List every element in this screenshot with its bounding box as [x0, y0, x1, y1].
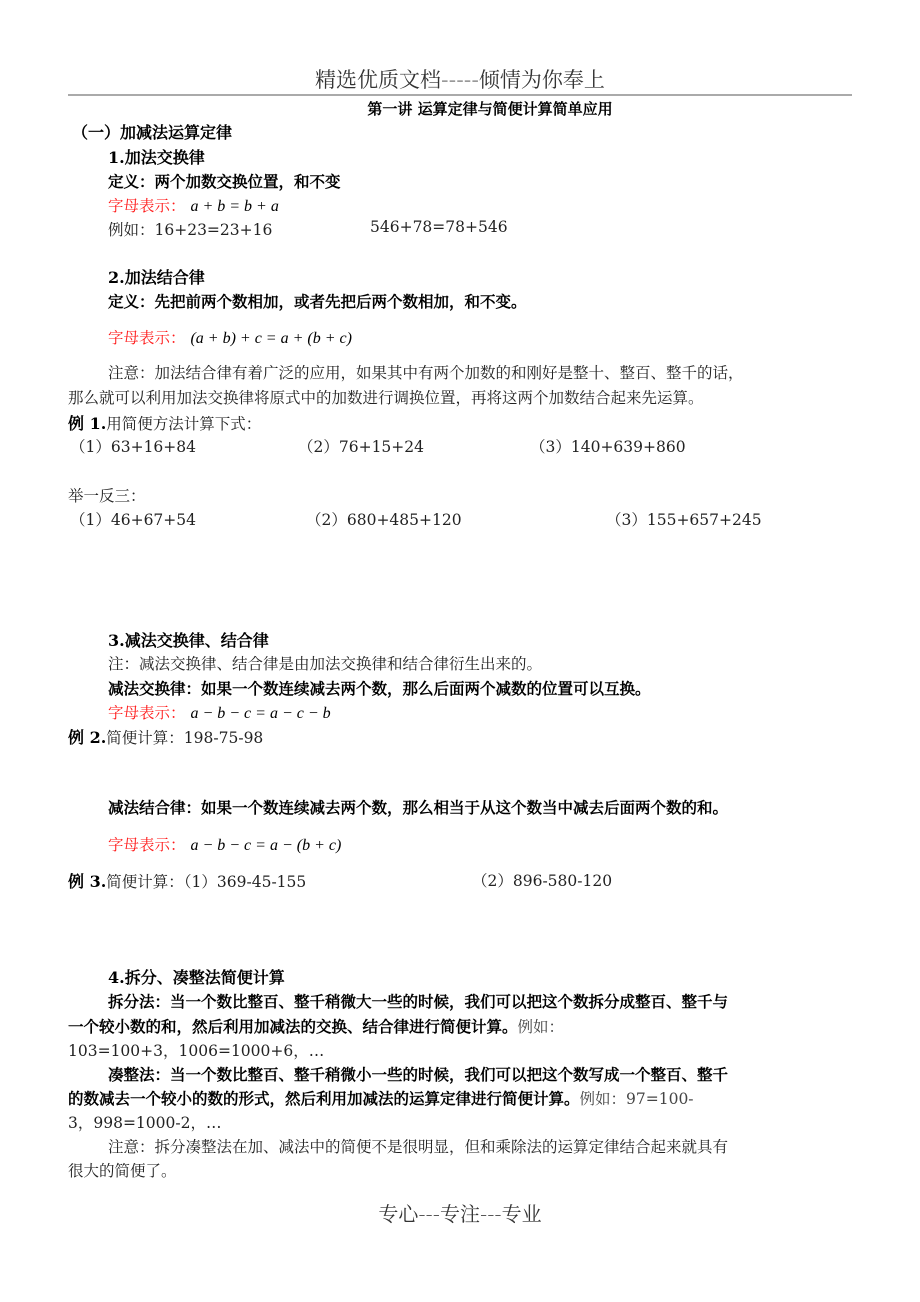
- law3-note: 注：减法交换律、结合律是由加法交换律和结合律衍生出来的。: [108, 655, 543, 673]
- example1-problem-1: （1）63+16+84: [70, 438, 197, 456]
- round-method-example-label: 例如：97=100-: [579, 1090, 694, 1108]
- round-method-text: 的数减去一个较小的数的形式，然后利用加减法的运算定律进行简便计算。: [68, 1089, 580, 1108]
- law1-definition: 定义：两个加数交换位置，和不变: [108, 172, 341, 191]
- split-method-line2: [68, 1015, 564, 1037]
- law2-heading: 2.加法结合律: [108, 268, 205, 287]
- header-divider: [68, 94, 852, 96]
- split-method-text: 一个较小数的和，然后利用加减法的交换、结合律进行简便计算。: [68, 1017, 518, 1036]
- round-method-line2: [68, 1087, 694, 1109]
- example-text: 简便计算：198-75-98: [106, 729, 264, 747]
- law2-note-line1: 注意：加法结合律有着广泛的应用，如果其中有两个加数的和刚好是整十、整百、整千的话，: [108, 364, 744, 382]
- law1-example-2: 546+78=78+546: [370, 218, 508, 236]
- formula-label: 字母表示：: [108, 836, 186, 854]
- practice-problem-1: （1）46+67+54: [70, 511, 197, 529]
- example-label: 例 1.: [68, 414, 107, 433]
- page-footer: 专心---专注---专业: [378, 1202, 542, 1226]
- practice-problem-2: （2）680+485+120: [306, 511, 462, 529]
- round-method-line1: 凑整法：当一个数比整百、整千稍微小一些的时候，我们可以把这个数写成一个整百、整千: [108, 1065, 729, 1084]
- law1-formula-row: [108, 194, 279, 216]
- formula: a + b = b + a: [190, 198, 279, 215]
- section-heading: （一）加减法运算定律: [72, 123, 233, 142]
- example1-problem-2: （2）76+15+24: [298, 438, 425, 456]
- subtraction-associative-definition: 减法结合律：如果一个数连续减去两个数，那么相当于从这个数当中减去后面两个数的和。: [108, 798, 729, 817]
- example-label: 例 3.: [68, 872, 107, 891]
- subtraction-commutative-definition: 减法交换律：如果一个数连续减去两个数，那么后面两个减数的位置可以互换。: [108, 679, 651, 698]
- document-title: 第一讲 运算定律与简便计算简单应用: [367, 100, 613, 118]
- example2: [68, 725, 263, 748]
- split-method-line1: 拆分法：当一个数比整百、整千稍微大一些的时候，我们可以把这个数拆分成整百、整千与: [108, 992, 729, 1011]
- example-label: 例 2.: [68, 728, 107, 747]
- formula: (a + b) + c = a + (b + c): [190, 330, 352, 347]
- law3-comm-formula-row: [108, 701, 331, 723]
- example-text: 用简便方法计算下式：: [106, 415, 262, 433]
- formula: a − b − c = a − (b + c): [190, 837, 342, 854]
- law2-definition: 定义：先把前两个数相加，或者先把后两个数相加，和不变。: [108, 292, 527, 311]
- law2-note-line2: 那么就可以利用加法交换律将原式中的加数进行调换位置，再将这两个加数结合起来先运算。: [68, 389, 704, 407]
- law4-heading: 4.拆分、凑整法简便计算: [108, 968, 285, 987]
- law1-heading: 1.加法交换律: [108, 148, 205, 167]
- round-method-example: 3，998=1000-2，…: [68, 1114, 222, 1132]
- example1-problem-3: （3）140+639+860: [530, 438, 686, 456]
- formula-label: 字母表示：: [108, 704, 186, 722]
- practice-problem-3: （3）155+657+245: [606, 511, 762, 529]
- example-text: 简便计算：（1）369-45-155: [106, 873, 307, 891]
- law3-heading: 3.减法交换律、结合律: [108, 631, 269, 650]
- formula: a − b − c = a − c − b: [190, 705, 331, 722]
- split-method-example-label: 例如：: [517, 1018, 565, 1036]
- page-header: 精选优质文档-----倾情为你奉上: [315, 68, 605, 92]
- law4-note-line2: 很大的简便了。: [68, 1162, 177, 1180]
- example1-title: [68, 411, 261, 434]
- example3-problem-2: （2）896-580-120: [472, 872, 613, 890]
- practice-label: 举一反三：: [68, 487, 146, 505]
- law4-note-line1: 注意：拆分凑整法在加、减法中的简便不是很明显，但和乘除法的运算定律结合起来就具有: [108, 1138, 729, 1156]
- law2-formula-row: [108, 326, 352, 348]
- example3: [68, 869, 306, 892]
- formula-label: 字母表示：: [108, 197, 186, 215]
- law3-assoc-formula-row: [108, 833, 341, 855]
- split-method-example: 103=100+3，1006=1000+6，…: [68, 1042, 325, 1060]
- formula-label: 字母表示：: [108, 329, 186, 347]
- law1-example: 例如：16+23=23+16: [108, 221, 273, 239]
